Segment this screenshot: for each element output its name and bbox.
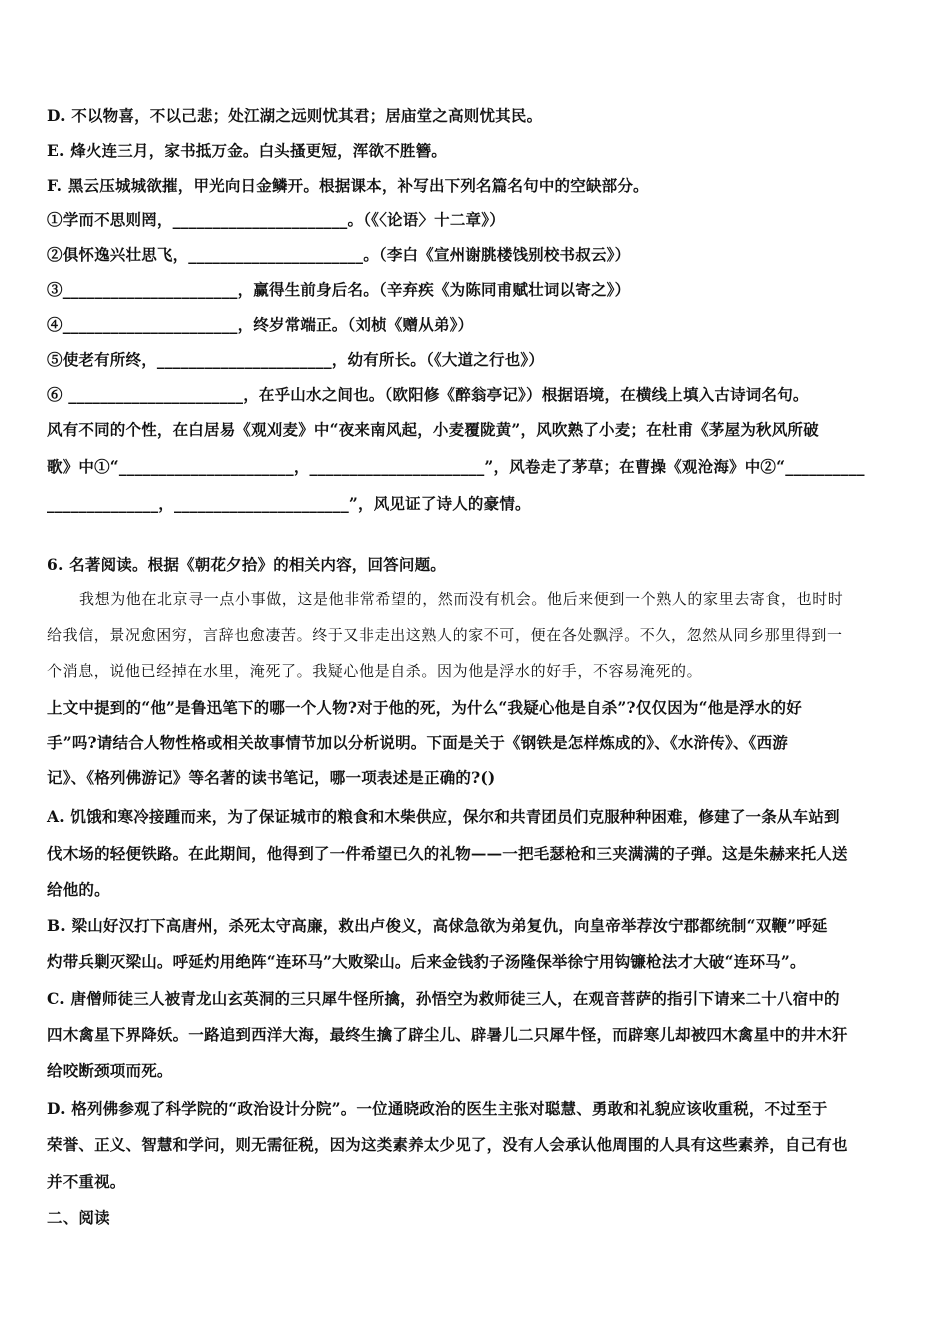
choice-a-line-2: 伐木场的轻便铁路。在此期间，他得到了一件希望已久的礼物——一把毛瑟枪和三夹满满的子弹。这是朱赫来托人送 — [47, 844, 848, 863]
choice-a-line-3: 给他的。 — [47, 880, 110, 899]
passage-line-2: 给我信，景况愈困穷，言辞也愈凄苦。终于又非走出这熟人的家不可，便在各处飘浮。不久，忽然从同乡那里得到一 — [47, 626, 843, 644]
choice-d-line-3: 并不重视。 — [47, 1172, 126, 1191]
wind-context-line-1: 风有不同的个性，在白居易《观刈麦》中“夜来南风起，小麦覆陇黄”，风吹熟了小麦；在杜甫《茅屋为秋风所破 — [47, 420, 819, 439]
fill-blank-4: ④______________________，终岁常端正。（刘桢《赠从弟》） — [47, 315, 474, 334]
fill-blank-5: ⑤使老有所终，______________________，幼有所长。（《大道之行也》） — [47, 350, 545, 369]
choice-c-line-1: C. 唐僧师徒三人被青龙山玄英洞的三只犀牛怪所擒，孙悟空为救师徒三人，在观音菩萨的指引下请来二十八宿中的 — [47, 989, 840, 1008]
question-6-heading: 6. 名著阅读。根据《朝花夕拾》的相关内容，回答问题。 — [47, 555, 446, 574]
option-e-line: E. 烽火连三月，家书抵万金。白头搔更短，浑欲不胜簪。 — [47, 141, 448, 160]
fill-blank-2: ②俱怀逸兴壮思飞，______________________。（李白《宣州谢朓楼饯别校书叔云》） — [47, 245, 631, 264]
wind-context-line-2: 歌》中①“______________________，______________________”，风卷走了茅草；在曹操《观沧海》中②“__________ — [47, 457, 865, 476]
choice-c-line-3: 给咬断颈项而死。 — [47, 1061, 173, 1080]
fill-blank-3: ③______________________，赢得生前身后名。（辛弃疾《为陈同甫赋壮词以寄之》） — [47, 280, 631, 299]
choice-d-line-2: 荣誉、正义、智慧和学问，则无需征税，因为这类素养太少见了，没有人会承认他周围的人具有这些素养，自己有也 — [47, 1135, 848, 1154]
choice-d-line-1: D. 格列佛参观了科学院的“政治设计分院”。一位通晓政治的医生主张对聪慧、勇敢和礼貌应该收重税，不过至于 — [47, 1099, 828, 1118]
question-6-prompt-line-3: 记》、《格列佛游记》等名著的读书笔记，哪一项表述是正确的?() — [47, 768, 496, 787]
section-heading-reading: 二、阅读 — [47, 1208, 110, 1227]
option-f-line: F. 黑云压城城欲摧，甲光向日金鳞开。根据课本，补写出下列名篇名句中的空缺部分。 — [47, 176, 649, 195]
fill-blank-6: ⑥ ______________________，在乎山水之间也。（欧阳修《醉翁亭记》）根据语境，在横线上填入古诗词名句。 — [47, 385, 809, 404]
option-d-line: D. 不以物喜，不以己悲；处江湖之远则忧其君；居庙堂之高则忧其民。 — [47, 106, 543, 125]
wind-context-line-3: ______________，______________________”，风见证了诗人的豪情。 — [47, 494, 531, 513]
choice-a-line-1: A. 饥饿和寒冷接踵而来，为了保证城市的粮食和木柴供应，保尔和共青团员们克服种种困难，修建了一条从车站到 — [47, 807, 840, 826]
question-6-prompt-line-1: 上文中提到的“他”是鲁迅笔下的哪一个人物?对于他的死，为什么“我疑心他是自杀”?仅仅因为“他是浮水的好 — [47, 698, 802, 717]
choice-c-line-2: 四木禽星下界降妖。一路追到西洋大海，最终生擒了辟尘儿、辟暑儿二只犀牛怪，而辟寒儿却被四木禽星中的井木犴 — [47, 1025, 848, 1044]
passage-line-3: 个消息，说他已经掉在水里，淹死了。我疑心他是自杀。因为他是浮水的好手，不容易淹死的。 — [47, 662, 703, 680]
fill-blank-1: ①学而不思则罔，______________________。（《〈论语〉十二章》） — [47, 210, 505, 229]
choice-b-line-2: 灼带兵剿灭梁山。呼延灼用绝阵“连环马”大败梁山。后来金钱豹子汤隆保举徐宁用钩镰枪法才大破“连环马”。 — [47, 952, 806, 971]
question-6-prompt-line-2: 手”吗?请结合人物性格或相关故事情节加以分析说明。下面是关于《钢铁是怎样炼成的》、《水浒传》、《西游 — [47, 733, 789, 752]
passage-line-1: 我想为他在北京寻一点小事做，这是他非常希望的，然而没有机会。他后来便到一个熟人的家里去寄食，也时时 — [79, 590, 844, 608]
choice-b-line-1: B. 梁山好汉打下高唐州，杀死太守高廉，救出卢俊义，高俅急欲为弟复仇，向皇帝举荐汝宁郡都统制“双鞭”呼延 — [47, 916, 828, 935]
